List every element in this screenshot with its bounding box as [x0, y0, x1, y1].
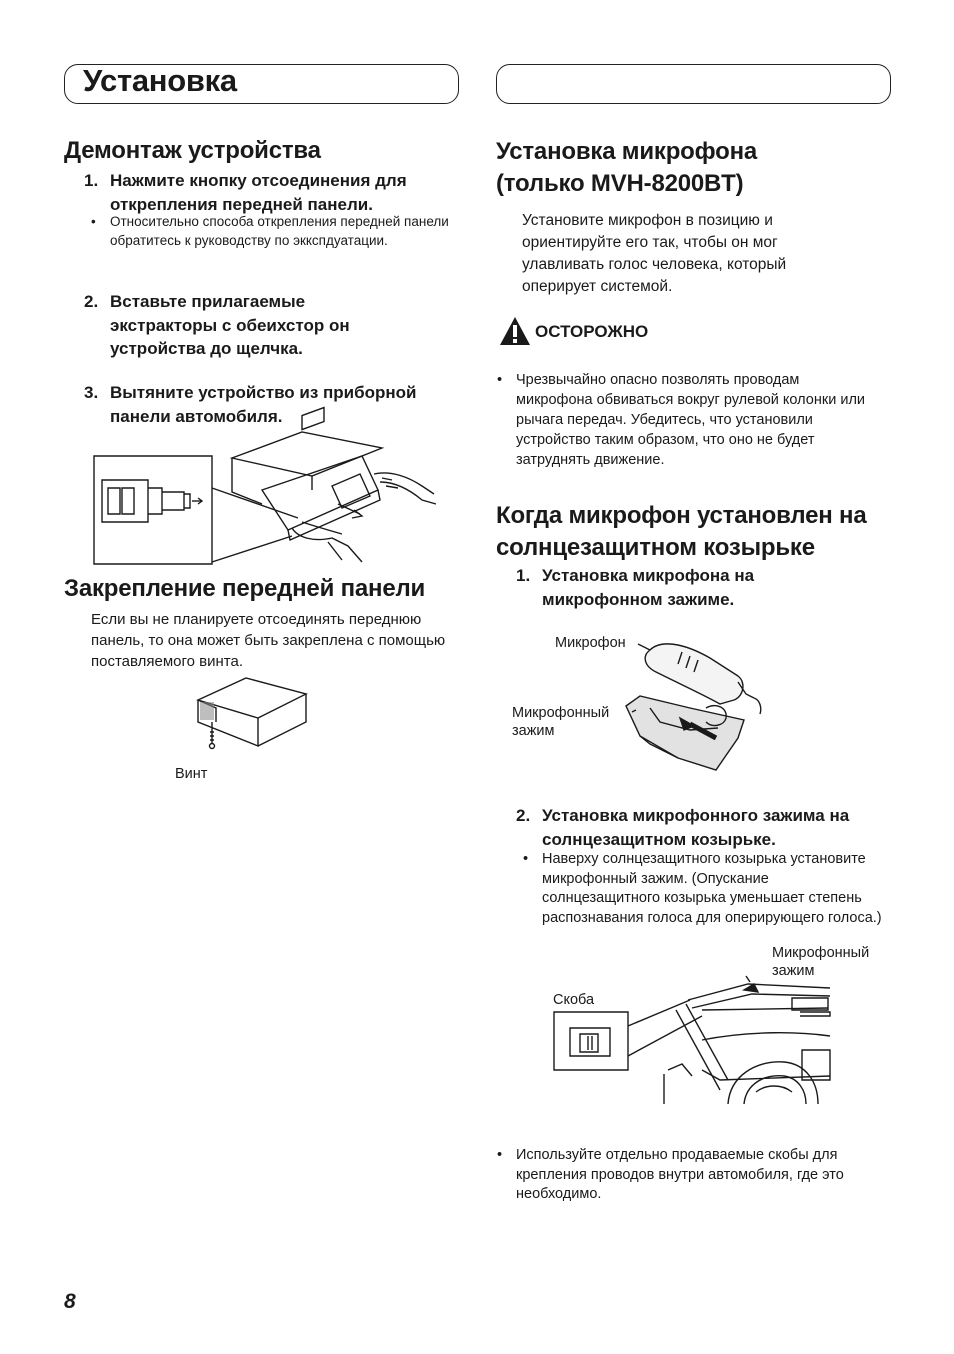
step-text: Нажмите кнопку отсоединения для открепления передней панели. [110, 171, 407, 214]
step-text: Установка микрофона на микрофонном зажиме. [542, 566, 755, 609]
bullet: • [497, 372, 503, 388]
illustration-screw [196, 676, 308, 756]
step-3 [84, 381, 460, 428]
section-header-box [64, 64, 459, 104]
step-text: Установка микрофонного зажима на солнцезащитном козырьке. [542, 806, 850, 849]
note-text: Относительно способа открепления передней панели обратитесь к руководству по эккспдуатации. [110, 214, 449, 248]
note-text: Чрезвычайно опасно позволять проводам микрофона обвиваться вокруг рулевой колонки или рычага передач. Убедитесь, что установили устройство таким образом, что оно не будет затруднять движение. [516, 372, 866, 468]
illustration-visor [552, 980, 830, 1104]
caution-label: ОСТОРОЖНО [535, 322, 649, 341]
bullet: • [523, 851, 529, 867]
note-text: Наверху солнцезащитного козырька установите микрофонный зажим. (Опускание солнцезащитного козырька уменьшает степень распознавания голоса для оперирующего голоса.) [542, 851, 882, 926]
heading-mic-install: Установка микрофона (только MVH-8200BT) [496, 138, 758, 197]
step-number: 2. [516, 806, 531, 825]
note-visor [523, 850, 882, 928]
step-1-mic-clip [516, 564, 872, 611]
heading-removal: Демонтаж устройства [64, 137, 321, 164]
step-1 [84, 169, 460, 216]
page-number: 8 [64, 1290, 76, 1313]
body-front-panel: Если вы не планируете отсоединять переднюю панель, то она может быть закреплена с помощью поставляемого винта. [91, 611, 446, 670]
step-number: 1. [84, 171, 99, 190]
illustration-unit-removal [92, 430, 442, 565]
heading-visor-mount: Когда микрофон установлен на солнцезащитном козырьке [496, 502, 867, 561]
section-header-box-empty [496, 64, 891, 104]
step-number: 1. [516, 566, 531, 585]
step-number: 3. [84, 383, 99, 402]
bullet: • [497, 1147, 503, 1163]
label-screw: Винт [175, 766, 208, 782]
step-2-visor [516, 804, 882, 851]
bullet: • [91, 214, 96, 229]
label-mic-clip-2: Микрофонный зажим [772, 945, 870, 979]
page-title: Установка [83, 63, 237, 98]
label-mic-clip: Микрофонный зажим [512, 705, 610, 739]
label-bracket: Скоба [553, 992, 595, 1008]
illustration-mic-clip [620, 636, 770, 776]
heading-front-panel: Закрепление передней панели [64, 575, 426, 602]
note-text: Используйте отдельно продаваемые скобы для крепления проводов внутри автомобиля, где это необходимо. [516, 1147, 844, 1202]
step-text: Вытяните устройство из приборной панели автомобиля. [110, 383, 417, 426]
body-mic-install: Установите микрофон в позицию и ориентируйте его так, чтобы он мог улавливать голос человека, который оперирует системой. [522, 212, 787, 295]
label-mic: Микрофон [555, 635, 626, 651]
caution-text [497, 370, 876, 470]
note-brackets [497, 1146, 886, 1205]
step-2 [84, 290, 410, 361]
warning-triangle-icon [499, 316, 531, 346]
step-text: Вставьте прилагаемые экстракторы с обеихстор он устройства до щелчка. [110, 292, 350, 358]
note-detach [91, 213, 460, 250]
step-number: 2. [84, 292, 99, 311]
